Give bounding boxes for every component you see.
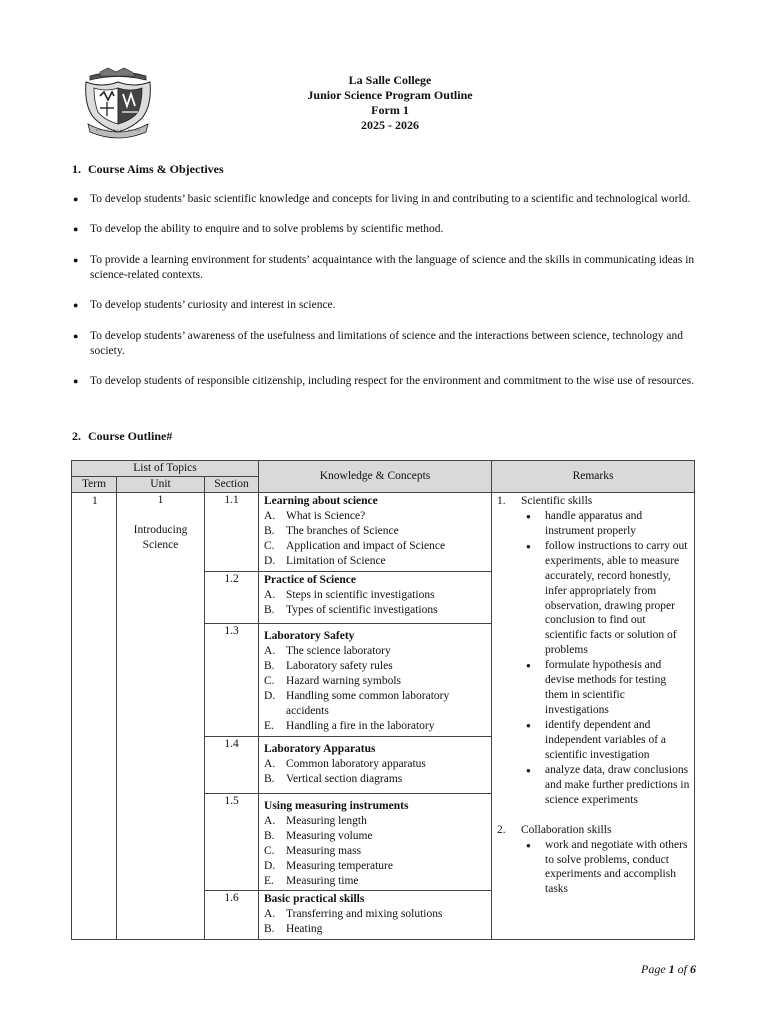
remark-bullet: ● handle apparatus and instrument properly (497, 509, 690, 539)
aim-item: ● To develop students of responsible citizenship, including respect for the environment and commitment to the wise use of resources. (72, 374, 704, 389)
topic-cell (259, 737, 492, 794)
header-term: Term (72, 477, 117, 493)
remarks-cell (492, 492, 695, 939)
header-list-of-topics: List of Topics (72, 461, 259, 477)
page-total: 6 (690, 962, 696, 976)
unit-cell (117, 492, 205, 939)
list-item: A. What is Science? (264, 509, 366, 522)
list-item: B. Laboratory safety rules (264, 660, 393, 673)
list-item: D. Handling some common laboratory accidents (264, 690, 450, 718)
list-item: B. Heating (264, 923, 323, 936)
topic-cell (259, 624, 492, 737)
list-item: E. Measuring time (264, 874, 359, 887)
section-number: 1.3 (205, 624, 259, 737)
list-item: A. Measuring length (264, 814, 367, 827)
list-item: A. The science laboratory (264, 645, 391, 658)
list-item: E. Handling a fire in the laboratory (264, 720, 435, 733)
topic-cell (259, 793, 492, 891)
page-number: 1 (668, 962, 675, 976)
topic-title: Laboratory Safety (264, 630, 355, 643)
unit-number: 1 (157, 493, 164, 506)
aim-item: ● To develop students’ basic scientific knowledge and concepts for living in and contributing to a scientific and technological world. (72, 192, 704, 207)
list-item: D. Limitation of Science (264, 554, 386, 567)
aim-item: ● To develop students’ awareness of the usefulness and limitations of science and the interactions between science, technology and society. (72, 329, 704, 359)
school-name: La Salle College (348, 73, 432, 87)
table-row (72, 492, 695, 571)
list-item: B. The branches of Science (264, 524, 399, 537)
list-item: A. Transferring and mixing solutions (264, 908, 443, 921)
topic-cell (259, 891, 492, 940)
section-number: 1.4 (205, 737, 259, 794)
topic-title: Basic practical skills (264, 893, 365, 906)
aim-item: ● To provide a learning environment for students’ acquaintance with the language of science and the skills in communicating ideas in science-related contexts. (72, 253, 704, 283)
remark-bullet: ● analyze data, draw conclusions and make further predictions in science experiments (497, 763, 690, 808)
program-title: Junior Science Program Outline (307, 88, 473, 102)
topic-title: Learning about science (264, 494, 378, 507)
list-item: C. Measuring mass (264, 844, 362, 857)
list-item: B. Measuring volume (264, 829, 373, 842)
remark-bullet: ● work and negotiate with others to solve problems, conduct experiments and accomplish tasks (497, 838, 690, 898)
remark-heading: 1. Scientific skills (497, 494, 593, 507)
section-number: 1.2 (205, 571, 259, 624)
list-item: A. Common laboratory apparatus (264, 757, 426, 770)
list-item: C. Application and impact of Science (264, 539, 446, 552)
topic-title: Practice of Science (264, 573, 356, 586)
section-number: 1.6 (205, 891, 259, 940)
section-number: 1.5 (205, 793, 259, 891)
aim-item: ● To develop students’ curiosity and interest in science. (72, 298, 704, 313)
unit-name: Introducing Science (133, 523, 188, 551)
header-unit: Unit (117, 477, 205, 493)
section-heading-aims: 1. Course Aims & Objectives (72, 162, 224, 176)
section-heading-outline: 2. Course Outline# (72, 429, 173, 443)
remark-bullet: ● formulate hypothesis and devise methods for testing them in scientific investigations (497, 658, 690, 718)
topic-cell (259, 492, 492, 571)
list-item: C. Hazard warning symbols (264, 675, 401, 688)
remark-heading: 2. Collaboration skills (497, 823, 612, 836)
course-outline-table (71, 460, 695, 940)
list-item: D. Measuring temperature (264, 859, 393, 872)
topic-cell (259, 571, 492, 624)
topic-title: Laboratory Apparatus (264, 743, 376, 755)
aims-list (72, 192, 704, 405)
header-knowledge: Knowledge & Concepts (259, 461, 492, 493)
page-footer: Page 1 of 6 (641, 962, 696, 976)
form-level: Form 1 (371, 103, 409, 117)
document-header (240, 73, 540, 133)
header-section: Section (205, 477, 259, 493)
list-item: B. Vertical section diagrams (264, 772, 403, 785)
header-remarks: Remarks (492, 461, 695, 493)
aim-item: ● To develop the ability to enquire and to solve problems by scientific method. (72, 222, 704, 237)
section-number: 1.1 (205, 492, 259, 571)
academic-year: 2025 - 2026 (361, 118, 419, 132)
list-item: B. Types of scientific investigations (264, 603, 438, 616)
school-crest-logo (80, 66, 156, 142)
remark-bullet: ● follow instructions to carry out experiments, able to measure accurately, record honestly, infer appropriately from observation, drawing proper conclusion to find out scientific facts or solution of problems (497, 539, 690, 659)
remark-bullet: ● identify dependent and independent variables of a scientific investigation (497, 718, 690, 763)
list-item: A. Steps in scientific investigations (264, 588, 435, 601)
term-cell: 1 (72, 492, 117, 939)
topic-title: Using measuring instruments (264, 799, 409, 812)
